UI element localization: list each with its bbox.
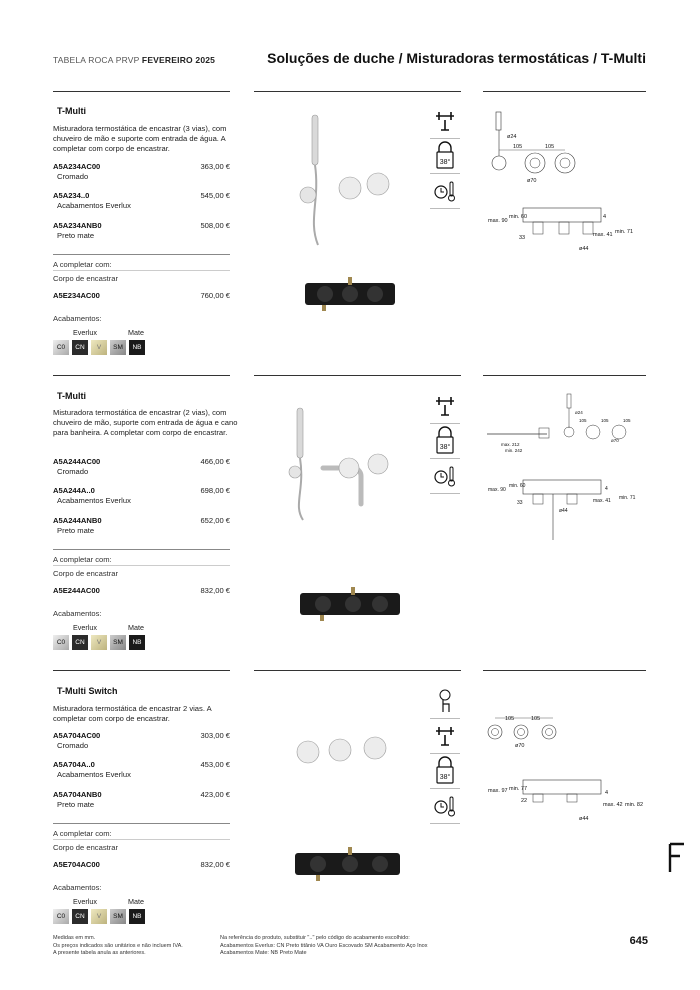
divider (53, 565, 230, 566)
footer-line: Na referência do produto, substituir ".." pelo código do acabamento escolhido: (220, 935, 410, 941)
dim-label: min. 71 (615, 229, 634, 235)
temperature-lock-icon (430, 426, 460, 458)
body-label: Corpo de encastrar (53, 843, 119, 852)
footer-line: Medidas em mm. (53, 935, 96, 941)
section-rule-mid (254, 670, 461, 671)
item-finish: Acabamentos Everlux (57, 496, 131, 505)
shower-valve-icon (430, 106, 460, 138)
swatch-row (53, 909, 148, 924)
dim-label: 105 (531, 716, 541, 722)
dim-label: ø44 (579, 246, 589, 252)
icon-cell (430, 141, 460, 174)
brand-logo-icon (667, 840, 691, 874)
finishes-label: Acabamentos: (53, 609, 102, 618)
icon-cell (430, 176, 460, 209)
item-price: 423,00 € (200, 790, 230, 799)
swatch-v: V (91, 909, 107, 924)
dim-label: 4 (605, 486, 608, 492)
technical-drawing (483, 108, 643, 258)
item-finish: Acabamentos Everlux (57, 770, 131, 779)
everlux-label: Everlux (73, 623, 97, 632)
dim-label: max. 97 (488, 788, 508, 794)
dim-label: max. 41 (593, 498, 611, 504)
swatch-cn: CN (72, 909, 88, 924)
temperature-lock-icon (430, 756, 460, 788)
footer-finish-notes (220, 935, 427, 958)
finishes-label: Acabamentos: (53, 883, 102, 892)
swatch-nb: NB (129, 909, 145, 924)
everlux-label: Everlux (73, 328, 97, 337)
footer-line: A presente tabela anula as anteriores. (53, 950, 146, 956)
footer-line: Acabamentos Everlux: CN Preto titânio VA Ouro Escovado SM Acabamento Aço Inox (220, 942, 428, 949)
finishes-label: Acabamentos: (53, 314, 102, 323)
icon-cell (430, 756, 460, 789)
product-description: Misturadora termostática de encastrar 2 vias. A completar com corpo de encastrar. (53, 704, 212, 723)
swatch-cn: CN (72, 340, 88, 355)
page-title: Soluções de duche / Misturadoras termostáticas / T-Multi (267, 50, 646, 66)
feature-icons (430, 686, 460, 821)
item-code: A5A704ANB0 (53, 790, 102, 799)
swatch-row (53, 340, 148, 355)
item-code: A5A244A..0 (53, 486, 95, 495)
complete-label: A completar com: (53, 260, 112, 269)
swatch-nb: NB (129, 635, 145, 650)
divider (53, 549, 230, 550)
everlux-label: Everlux (73, 897, 97, 906)
footer-line: Acabamentos Mate: NB Preto Mate (220, 950, 307, 956)
header-subtitle (53, 55, 215, 65)
product-description: Misturadora termostática de encastrar (2 vias), com chuveiro de mão, suporte com entrada de água e cano para banheira. A completar com corpo de encastrar. (53, 408, 238, 437)
dim-label: 33 (517, 500, 523, 506)
dim-label: ø44 (559, 508, 568, 514)
swatch-cn: CN (72, 635, 88, 650)
product-image-switch (290, 730, 400, 775)
dim-label: 4 (603, 214, 607, 220)
mate-label: Mate (128, 328, 144, 337)
complete-label: A completar com: (53, 555, 112, 564)
section-rule-right (483, 91, 646, 92)
swatch-c0: C0 (53, 909, 69, 924)
dim-label: 4 (605, 790, 609, 796)
dim-label: 105 (623, 418, 631, 423)
divider (53, 839, 230, 840)
section-rule-left (53, 91, 230, 92)
item-finish: Cromado (57, 467, 89, 476)
thermometer-timer-icon (430, 461, 460, 493)
swatch-row (53, 635, 148, 650)
dim-label: ø70 (515, 743, 525, 749)
item-finish: Preto mate (57, 800, 95, 809)
shower-valve-icon (430, 721, 460, 753)
body-label: Corpo de encastrar (53, 274, 119, 283)
item-code: A5A244ANB0 (53, 516, 102, 525)
dim-label: ø24 (575, 410, 583, 415)
item-code: A5A234..0 (53, 191, 90, 200)
product-title: T-Multi (57, 391, 86, 401)
product-title: T-Multi (57, 106, 86, 116)
temp-text: 38° (439, 774, 451, 781)
temperature-lock-icon (430, 141, 460, 173)
feature-icons (430, 391, 460, 491)
product-title: T-Multi Switch (57, 686, 118, 696)
item-code: A5A234ANB0 (53, 221, 102, 230)
dim-label: 22 (521, 798, 528, 804)
dim-label: ø70 (527, 178, 537, 184)
icon-cell (430, 106, 460, 139)
dim-label: ø44 (579, 816, 589, 822)
icon-cell (430, 461, 460, 494)
footer-notes (53, 935, 183, 958)
product-image-shower-spout (285, 400, 400, 525)
item-code: A5A234AC00 (53, 162, 101, 171)
swatch-sm: SM (110, 635, 126, 650)
divider (53, 270, 230, 271)
item-finish: Acabamentos Everlux (57, 201, 131, 210)
swatch-c0: C0 (53, 340, 69, 355)
dim-label: min. 77 (509, 786, 528, 792)
icon-cell (430, 721, 460, 754)
body-price: 760,00 € (200, 291, 230, 300)
thermometer-timer-icon (430, 176, 460, 208)
body-price: 832,00 € (200, 586, 230, 595)
item-price: 466,00 € (200, 457, 230, 466)
swatch-c0: C0 (53, 635, 69, 650)
item-price: 545,00 € (200, 191, 230, 200)
item-price: 303,00 € (200, 731, 230, 740)
section-rule-right (483, 375, 646, 376)
technical-drawing (483, 390, 643, 550)
page-number: 645 (629, 935, 648, 947)
item-price: 698,00 € (200, 486, 230, 495)
footer-line: Os preços indicados são unitários e não incluem IVA. (53, 942, 183, 949)
temp-text: 38° (439, 444, 451, 451)
item-price: 508,00 € (200, 221, 230, 230)
section-rule-left (53, 670, 230, 671)
swatch-v: V (91, 340, 107, 355)
complete-label: A completar com: (53, 829, 112, 838)
body-code: A5E244AC00 (53, 586, 100, 595)
product-description: Misturadora termostática de encastrar (3 vias), com chuveiro de mão e suporte com entrada de água. A completar com corpo de encastrar. (53, 124, 227, 153)
body-code: A5E234AC00 (53, 291, 100, 300)
dim-label: min. 71 (619, 495, 636, 501)
swatch-v: V (91, 635, 107, 650)
body-price: 832,00 € (200, 860, 230, 869)
dim-label: min. 82 (625, 802, 643, 808)
dim-label: 105 (579, 418, 587, 423)
technical-drawing (483, 710, 643, 825)
item-finish: Preto mate (57, 231, 95, 240)
swatch-sm: SM (110, 340, 126, 355)
dim-label: 105 (505, 716, 515, 722)
icon-cell (430, 791, 460, 824)
dim-label: max. 42 (603, 802, 623, 808)
icon-cell (430, 391, 460, 424)
header-left-prefix: TABELA ROCA PRVP (53, 55, 140, 65)
dim-label: 33 (519, 235, 526, 241)
item-price: 363,00 € (200, 162, 230, 171)
divider (53, 254, 230, 255)
body-label: Corpo de encastrar (53, 569, 119, 578)
icon-cell (430, 426, 460, 459)
push-button-icon (430, 686, 460, 718)
dim-label: min. 60 (509, 214, 528, 220)
item-price: 453,00 € (200, 760, 230, 769)
section-rule-right (483, 670, 646, 671)
item-code: A5A704A..0 (53, 760, 95, 769)
product-image-body (295, 585, 405, 625)
section-rule-mid (254, 91, 461, 92)
item-finish: Cromado (57, 741, 89, 750)
product-image-body (300, 275, 400, 315)
thermometer-timer-icon (430, 791, 460, 823)
body-code: A5E704AC00 (53, 860, 100, 869)
product-image-body (290, 845, 405, 885)
dim-label: 105 (601, 418, 609, 423)
item-price: 652,00 € (200, 516, 230, 525)
dim-label: ø24 (507, 134, 517, 140)
swatch-sm: SM (110, 909, 126, 924)
icon-cell (430, 686, 460, 719)
dim-label: 105 (513, 144, 523, 150)
mate-label: Mate (128, 623, 144, 632)
swatch-nb: NB (129, 340, 145, 355)
dim-label: min. 60 (509, 483, 526, 489)
temp-text: 38° (439, 159, 451, 166)
dim-label: 105 (545, 144, 555, 150)
item-code: A5A244AC00 (53, 457, 101, 466)
dim-label: max. 212 (501, 442, 520, 447)
shower-valve-icon (430, 391, 460, 423)
item-finish: Preto mate (57, 526, 95, 535)
product-image-shower (290, 110, 400, 250)
dim-label: max. 90 (488, 487, 506, 493)
feature-icons (430, 106, 460, 206)
dim-label: min. 242 (505, 448, 523, 453)
dim-label: max. 90 (488, 218, 508, 224)
dim-label: max. 41 (593, 232, 613, 238)
item-finish: Cromado (57, 172, 89, 181)
dim-label: ø70 (611, 438, 619, 443)
mate-label: Mate (128, 897, 144, 906)
section-rule-left (53, 375, 230, 376)
section-rule-mid (254, 375, 461, 376)
item-code: A5A704AC00 (53, 731, 101, 740)
divider (53, 823, 230, 824)
header-left-bold: FEVEREIRO 2025 (141, 55, 216, 65)
